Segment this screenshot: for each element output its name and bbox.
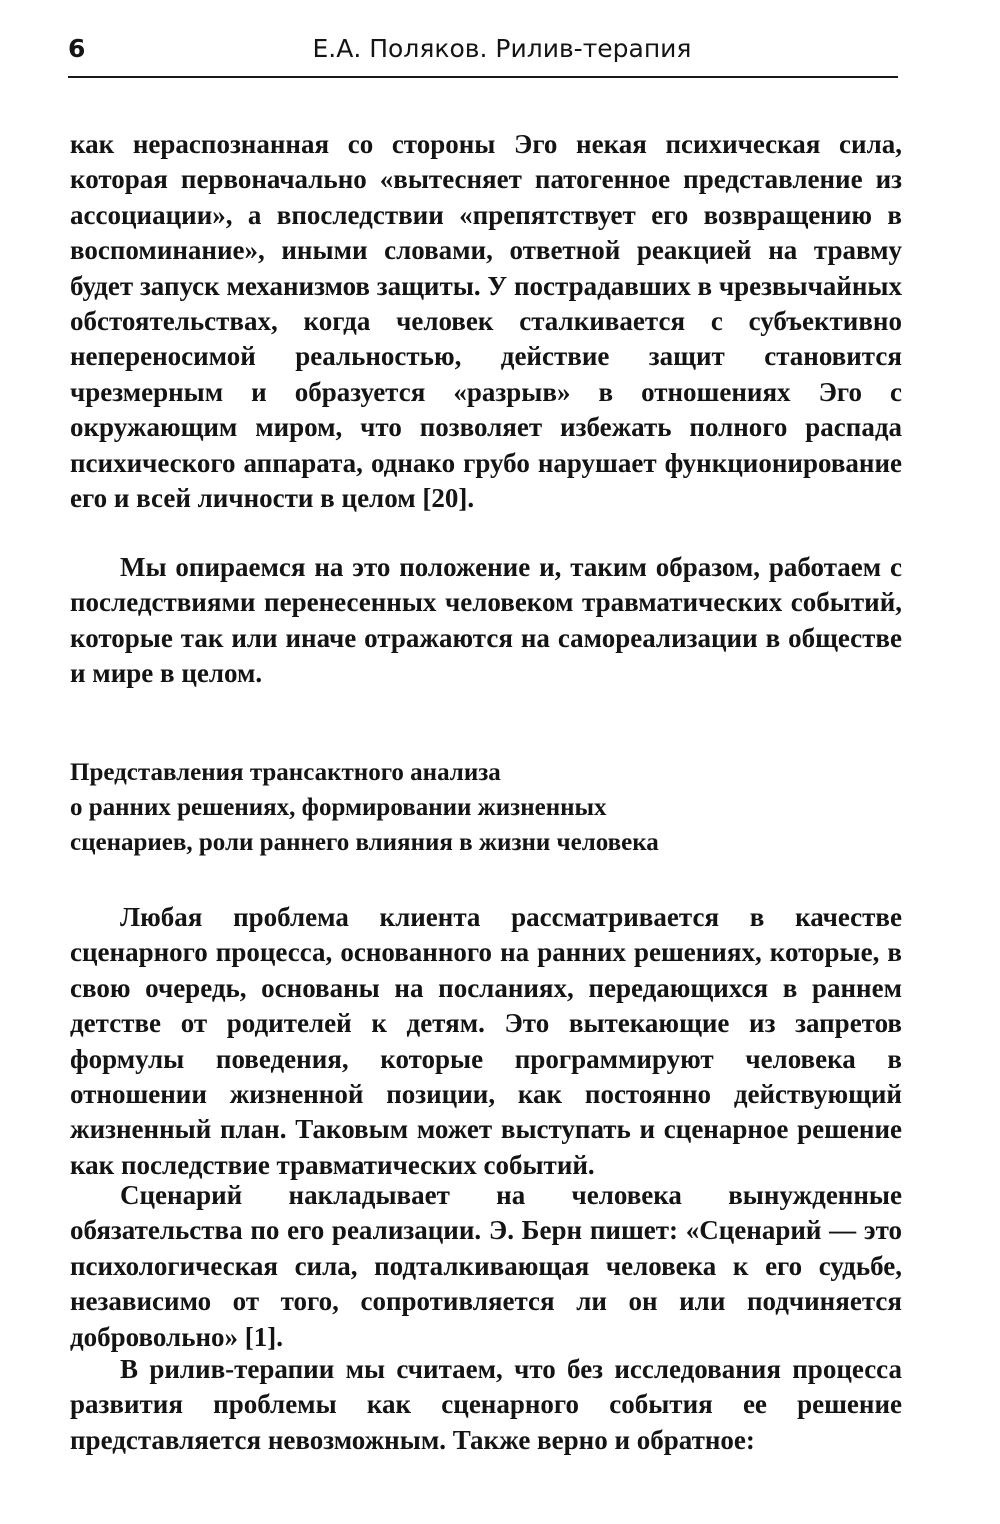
paragraph-trauma-consequences: Мы опираемся на это положение и, таким образом, работаем с последствиями перенесенных человеком травматических событий, которые так или иначе отражаются на самореализации в обществе и мире в целом. <box>70 552 902 689</box>
paragraph-berne-quote: Сценарий накладывает на человека вынужденные обязательства по его реализации. Э. Берн пишет: «Сценарий — это психологическая сила, подталкивающая человека к его судьбе, независимо от того, сопротивляется ли он или подчиняется добровольно» [1]. <box>70 1180 902 1352</box>
section-heading <box>70 755 900 860</box>
header-rule <box>68 76 898 78</box>
section-heading-line-1: Представления трансактного анализа <box>70 759 501 786</box>
running-head <box>68 32 896 72</box>
paragraph-defense-mechanisms: как нераспознанная со стороны Эго некая психическая сила, которая первоначально «вытесняет патогенное представление из ассоциации», а впоследствии «препятствует его возвращению в воспоминание», иными словами, ответной реакцией на травму будет запуск механизмов защиты. У пострадавших в чрезвычайных обстоятельствах, когда человек сталкивается с субъективно непереносимой реальностью, действие защит становится чрезмерным и образуется «разрыв» в отношениях Эго с окружающим миром, что позволяет избежать полного распада психического аппарата, однако грубо нарушает функционирование его и всей личности в целом [20]. <box>70 129 902 514</box>
paragraph-scenario-process: Любая проблема клиента рассматривается в качестве сценарного процесса, основанного на ранних решениях, которые, в свою очередь, основаны на посланиях, передающихся в раннем детстве от родителей к детям. Это вытекающие из запретов формулы поведения, которые программируют человека в отношении жизненной позиции, как постоянно действующий жизненный план. Таковым может выступать и сценарное решение как последствие травматических событий. <box>70 902 902 1180</box>
paragraph-relive-therapy: В рилив-терапии мы считаем, что без исследования процесса развития проблемы как сценарного события ее решение представляется невозможным. Также верно и обратное: <box>70 1354 902 1455</box>
section-heading-line-2: о ранних решениях, формировании жизненных <box>70 794 607 821</box>
section-heading-line-3: сценариев, роли раннего влияния в жизни человека <box>70 829 659 856</box>
running-title: Е.А. Поляков. Рилив-терапия <box>312 34 692 63</box>
page-number: 6 <box>68 34 86 63</box>
